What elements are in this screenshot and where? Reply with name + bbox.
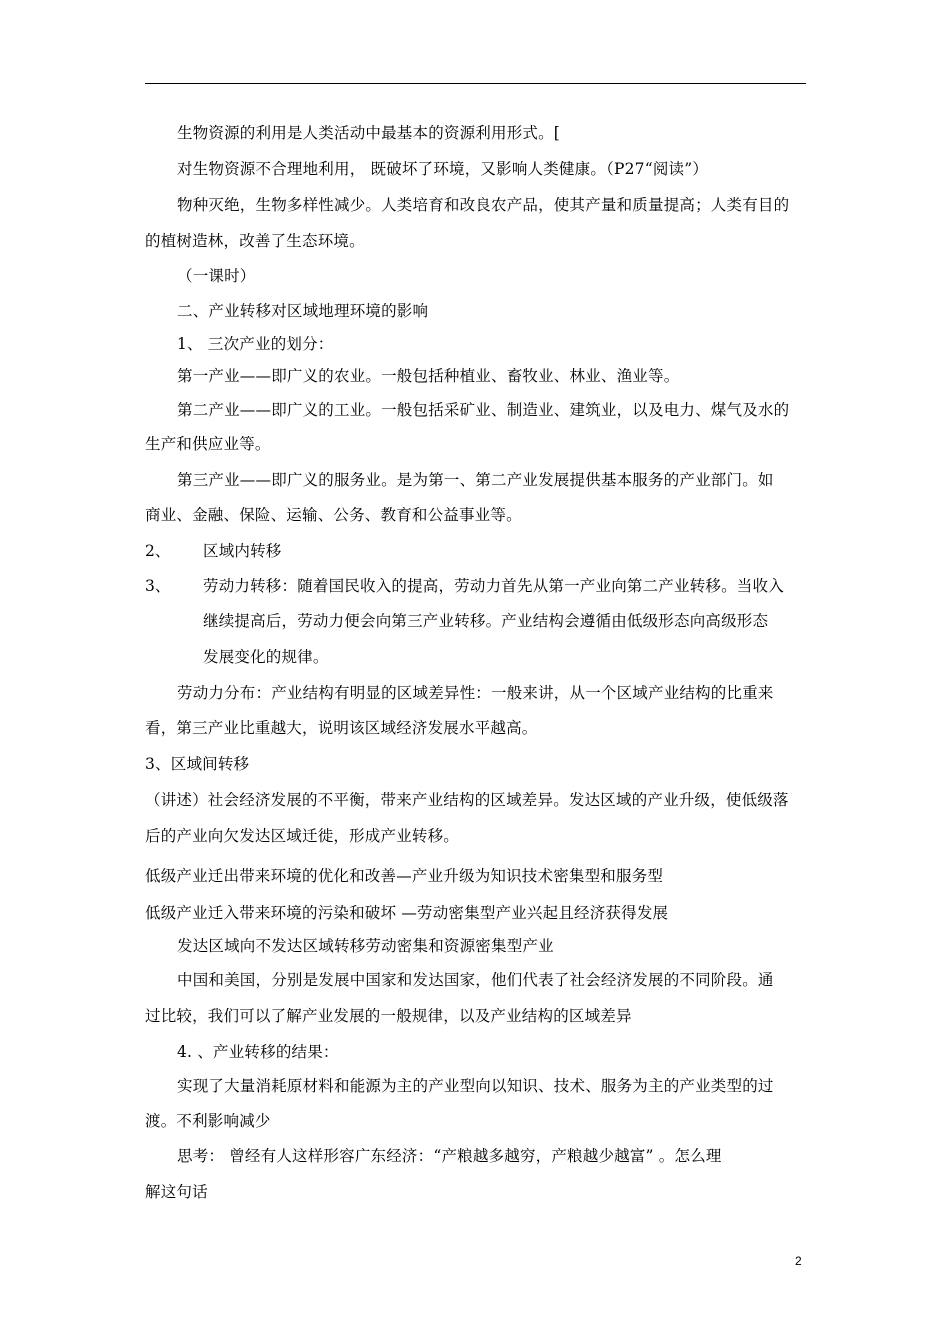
text-line: 实现了大量消耗原材料和能源为主的产业型向以知识、技术、服务为主的产业类型的过 — [177, 1077, 774, 1095]
text-line: 解这句话 — [145, 1183, 208, 1201]
text-line: 继续提高后，劳动力便会向第三产业转移。产业结构会遵循由低级形态向高级形态 — [203, 612, 769, 630]
text-line: 对生物资源不合理地利用， 既破坏了环境，又影响人类健康。（P27“阅读”） — [177, 160, 709, 178]
text-line: 渡。不利影响减少 — [145, 1112, 271, 1130]
text-line: 低级产业迁出带来环境的优化和改善—产业升级为知识技术密集型和服务型 — [145, 867, 664, 885]
page-number: 2 — [795, 1254, 802, 1268]
section-heading: 二、产业转移对区域地理环境的影响 — [177, 302, 429, 320]
header-rule — [145, 83, 806, 84]
text-line: 第三产业——即广义的服务业。是为第一、第二产业发展提供基本服务的产业部门。如 — [177, 471, 774, 489]
list-number: 3、 — [145, 577, 171, 595]
text-line: 第二产业——即广义的工业。一般包括采矿业、制造业、建筑业，以及电力、煤气及水的 — [177, 401, 790, 419]
text-line: 中国和美国，分别是发展中国家和发达国家，他们代表了社会经济发展的不同阶段。通 — [177, 971, 774, 989]
list-item-heading: 区域内转移 — [203, 542, 282, 560]
text-line: 劳动力分布：产业结构有明显的区域差异性：一般来讲，从一个区域产业结构的比重来 — [177, 684, 774, 702]
list-item-heading: 3、区域间转移 — [145, 755, 250, 773]
text-line: 生产和供应业等。 — [145, 435, 271, 453]
text-line: 的植树造林，改善了生态环境。 — [145, 232, 365, 250]
text-line: 第一产业——即广义的农业。一般包括种植业、畜牧业、林业、渔业等。 — [177, 367, 680, 385]
list-item-heading: 1、 三次产业的划分： — [177, 335, 334, 353]
text-line: 发展变化的规律。 — [203, 648, 329, 666]
list-item-heading: 4. 、产业转移的结果： — [177, 1043, 339, 1061]
text-line: 过比较，我们可以了解产业发展的一般规律，以及产业结构的区域差异 — [145, 1007, 632, 1025]
text-line: 发达区域向不发达区域转移劳动密集和资源密集型产业 — [177, 937, 554, 955]
text-line: 看，第三产业比重越大，说明该区域经济发展水平越高。 — [145, 719, 538, 737]
text-line: 思考： 曾经有人这样形容广东经济：“产粮越多越穷，产粮越少越富” 。怎么理 — [177, 1147, 722, 1165]
text-line: （讲述）社会经济发展的不平衡，带来产业结构的区域差异。发达区域的产业升级，使低级落 — [145, 791, 789, 809]
text-line: 物种灭绝，生物多样性减少。人类培育和改良农产品，使其产量和质量提高；人类有目的 — [177, 196, 790, 214]
text-line: 劳动力转移：随着国民收入的提高，劳动力首先从第一产业向第二产业转移。当收入 — [203, 577, 784, 595]
list-number: 2、 — [145, 542, 171, 560]
text-line: （一课时） — [177, 267, 256, 285]
text-line: 低级产业迁入带来环境的污染和破坏 —劳动密集型产业兴起且经济获得发展 — [145, 904, 669, 922]
text-line: 后的产业向欠发达区域迁徙，形成产业转移。 — [145, 827, 460, 845]
text-line: 生物资源的利用是人类活动中最基本的资源利用形式。[ — [177, 124, 561, 142]
text-line: 商业、金融、保险、运输、公务、教育和公益事业等。 — [145, 506, 522, 524]
